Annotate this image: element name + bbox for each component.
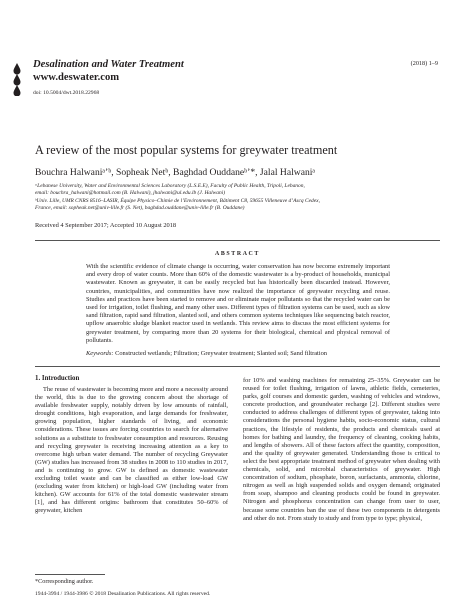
water-drops-logo-icon xyxy=(10,62,24,96)
journal-website[interactable]: www.deswater.com xyxy=(33,72,120,83)
section-heading: 1. Introduction xyxy=(35,375,80,382)
affiliation-line: ᵃLebanese University, Water and Environmental Sciences Laboratory (L.S.E.E), Faculty of Public Health, Tripoli, Lebanon, xyxy=(35,183,305,189)
author-list: Bouchra Halwaniᵃʼᵇ, Sopheak Netᵇ, Baghdad Ouddaneᵇʼ*, Jalal Halwaniᵃ xyxy=(35,167,316,178)
copyright-footer: 1944-3994 / 1944-3986 © 2018 Desalination Publications. All rights reserved. xyxy=(35,591,211,597)
affiliations xyxy=(35,183,440,212)
volume-info: (2018) 1–9 xyxy=(410,60,438,67)
footnote-divider xyxy=(35,574,105,575)
journal-name: Desalination and Water Treatment xyxy=(33,59,184,70)
abstract-text: With the scientific evidence of climate change is occurring, water conservation has now become extremely important and every drop of water counts. More than 60% of the domestic wastewater is a by-product of households, municipal wastewater. Known as greywater, it can be easily recycled but has historically been discarded instead. However, countries, municipalities, and communities have now realized the importance of greywater recycling and reuse. Studies and practices have been started to remove and or eliminate major pollutants so that the recycled water can be used for irrigation, toilet flushing, and many other uses. Different types of filtration systems can be used, such as slow sand filtration, rapid sand filtration, slanted soil, and others common systems techniques like sequencing batch reactor, upflow anaerobic sludge blanket reactor used in wetlands. This review aims to discuss the most efficient systems for greywater treatment, by comparing more than 20 systems for their biological, chemical and physical removal of pollutants. xyxy=(86,263,390,344)
article-doi[interactable]: doi: 10.5004/dwt.2018.22968 xyxy=(33,90,100,96)
article-title: A review of the most popular systems for greywater treatment xyxy=(35,143,338,157)
keywords xyxy=(86,350,406,357)
affiliation-line: ᵇUniv. Lille, UMR CNRS 8516–LASIR, Équipe Physico–Chimie de l’Environnement, Bâtiment C8, 59655 Villeneuve d’Ascq Cedex, xyxy=(35,197,320,204)
divider xyxy=(35,240,440,241)
keywords-label: Keywords: xyxy=(86,350,114,357)
divider xyxy=(35,366,440,367)
affiliation-line: email: bouchra_halwani@hotmail.com (B. Halwani), jhalwani@ul.edu.lb (J. Halwani) xyxy=(35,190,226,197)
corresponding-author-footnote: *Corresponding author. xyxy=(35,578,94,585)
keywords-list: Constructed wetlands; Filtration; Greywater treatment; Slanted soil; Sand filtration xyxy=(115,350,327,357)
body-text-left-column: The reuse of wastewater is becoming more and more a necessity around the world, this is due to the growing concern about the shortage of available freshwater supply, notably driven by low amounts of rainfall, drought conditions, high evaporation, and large demands for freshwater, growing population, higher standards of living, and economic considerations. These issues are forcing countries to search for alternative solutions as a substitute to freshwater consumption and resources. Reusing and recycling greywater is receiving increasing attention as a key to overcome high urban water demand. The number of recycling Greywater (GW) studies has increased from 38 studies in 2008 to 110 studies in 2017, and is continuing to grow. GW is defined as domestic wastewater excluding toilet waste and can be classified as either low-load GW (excluding water from kitchen) or high-load GW (including water from kitchen). GW accounts for 61% of the total domestic wastewater stream [1], and has different origins: bathroom that constitutes 50–60% of greywater, kitchen xyxy=(35,386,228,515)
received-dates: Received 4 September 2017; Accepted 10 August 2018 xyxy=(35,222,177,229)
abstract-heading: ABSTRACT xyxy=(215,251,260,257)
body-text-right-column: for 10% and washing machines for remaining 25–35%. Greywater can be reused for toilet flushing, irrigation of lawns, athletic fields, cemeteries, parks, golf courses and domestic garden, washing of vehicles and windows, concrete production, and groundwater recharge [2]. Different studies were conducted to address challenges of different types of greywater, taking into considerations the personal hygiene habits, socio-economic status, cultural practices, the lifestyle of residents, the products and chemicals used at homes for bathing and laundry, the frequency of cleaning, cooking habits, and lengths of showers. All of these factors affect the quantity, composition, and the quality of greywater generated. Understanding those is critical to select the best appropriate treatment method of greywater when dealing with chemicals, solid, and microbial characteristics of greywater. High concentration of sodium, phosphate, boron, surfactants, ammonia, chlorine, nitrogen as well as high suspended solids and oxygen demand; originated from soap, shampoo and cleaning products could be found in greywater. Nitrogen and phosphorus concentration can change from user to user, because some countries ban the use of these two components in detergents and other do not. From study to study and from type to type; physical, xyxy=(243,377,440,522)
affiliation-line: France, email: sopheak.net@univ-lille.fr (S. Net), baghdad.ouddane@univ-lille.fr (B. Ouddane) xyxy=(35,204,245,211)
